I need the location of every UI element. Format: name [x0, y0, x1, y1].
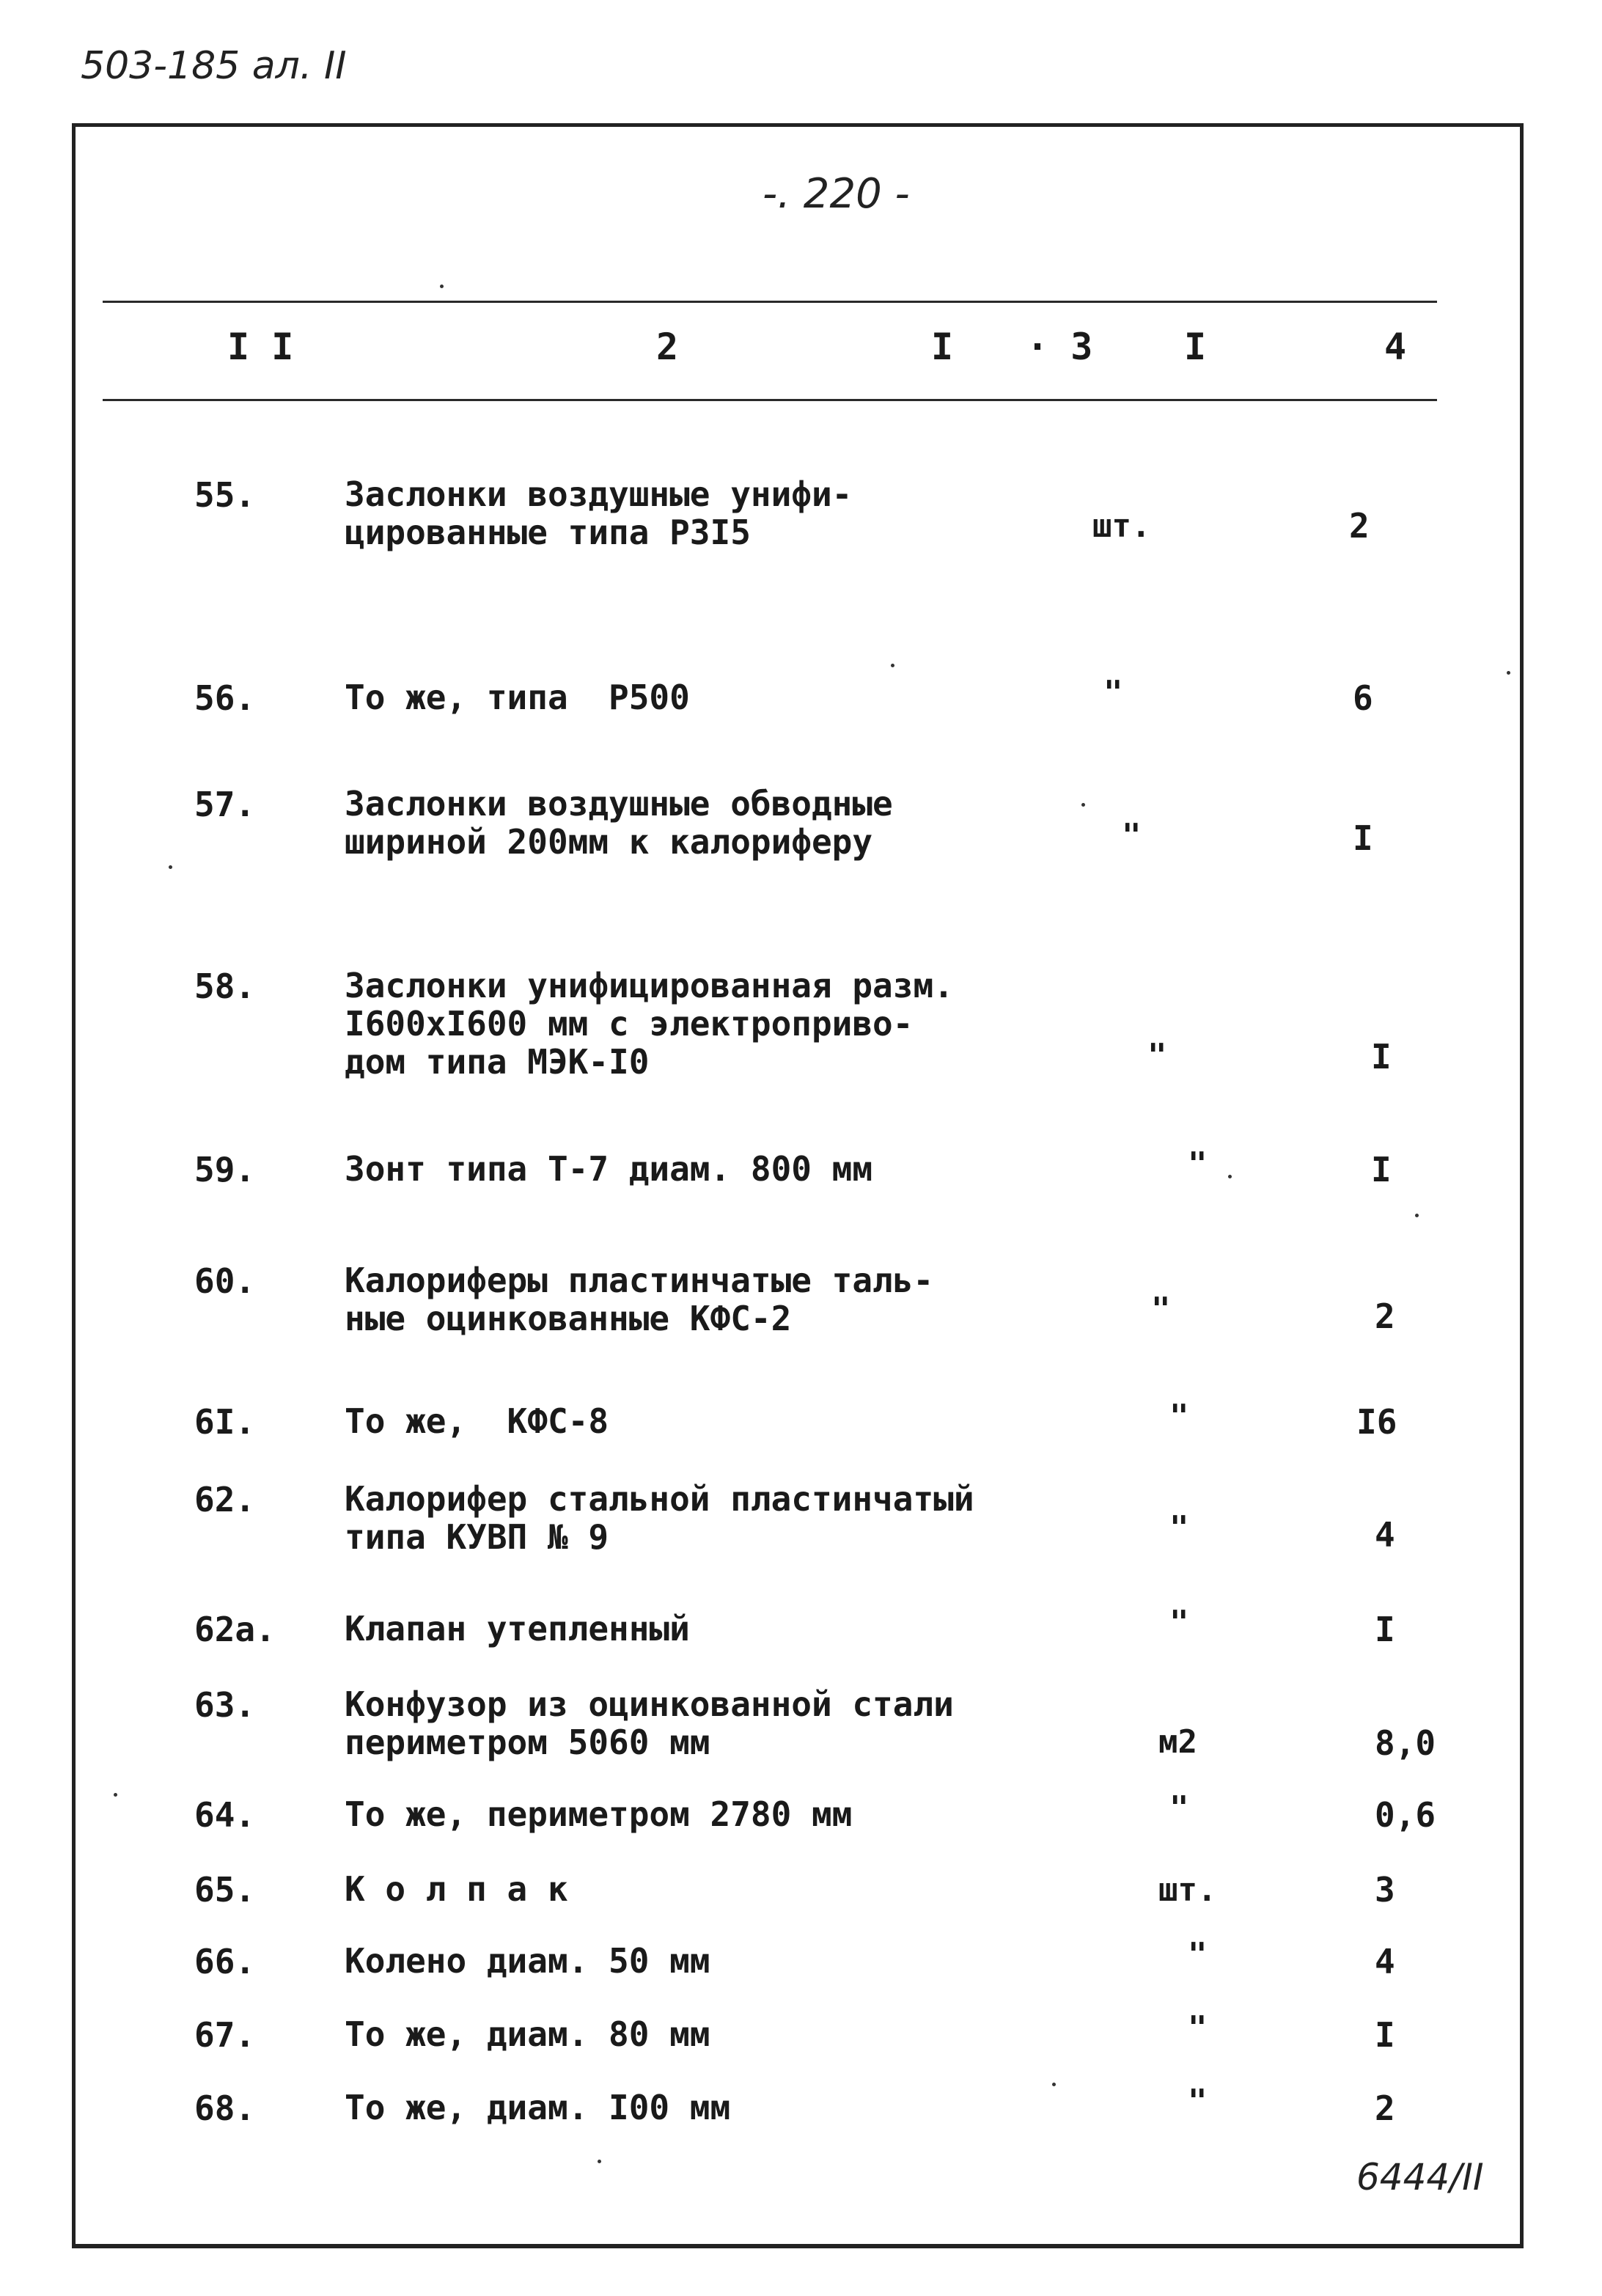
- row-name-line: дом типа МЭК-I0: [345, 1042, 650, 1082]
- row-name: [345, 1685, 954, 1761]
- page-number: -. 220 -: [763, 170, 910, 218]
- scan-speck: [169, 865, 172, 869]
- row-quantity: I6: [1356, 1402, 1397, 1442]
- scan-speck: [1415, 1214, 1419, 1217]
- row-quantity: 0,6: [1375, 1795, 1436, 1835]
- row-name: [345, 1480, 974, 1556]
- header-col-2: 2: [656, 326, 679, 368]
- row-name: [345, 1610, 690, 1648]
- row-number: 65.: [194, 1870, 256, 1910]
- row-name: [345, 2015, 710, 2053]
- row-name-line: То же, типа Р500: [345, 678, 690, 717]
- scan-speck: [891, 664, 894, 667]
- row-quantity: 6: [1353, 678, 1373, 718]
- row-number: 60.: [194, 1261, 256, 1301]
- scan-speck: [598, 2160, 601, 2163]
- row-name: [345, 1402, 609, 1440]
- row-number: 62а.: [194, 1610, 276, 1649]
- header-col-4: 4: [1384, 326, 1407, 368]
- row-name-line: типа КУВП № 9: [345, 1517, 609, 1557]
- row-name-line: То же, КФС-8: [345, 1401, 609, 1441]
- row-quantity: 4: [1375, 1515, 1395, 1555]
- row-name-line: Калориферы пластинчатые таль-: [345, 1261, 934, 1300]
- row-unit: ": [1103, 674, 1123, 711]
- row-unit: ": [1169, 1509, 1189, 1547]
- row-name: [345, 1150, 872, 1188]
- row-number: 68.: [194, 2088, 256, 2128]
- row-unit: ": [1188, 1145, 1208, 1183]
- row-name-line: Заслонки воздушные обводные: [345, 784, 893, 824]
- row-quantity: 2: [1375, 1296, 1395, 1336]
- row-quantity: 4: [1375, 1942, 1395, 1981]
- row-name-line: К о л п а к: [345, 1869, 568, 1909]
- row-name-line: I600xI600 мм с электроприво-: [345, 1004, 914, 1044]
- row-number: 56.: [194, 678, 256, 718]
- row-number: 57.: [194, 785, 256, 824]
- header-col-3: · 3: [1026, 326, 1093, 368]
- scan-speck: [114, 1793, 117, 1797]
- row-unit: ": [1188, 2009, 1208, 2047]
- scan-speck: [1507, 671, 1510, 675]
- row-name-line: ные оцинкованные КФС-2: [345, 1299, 792, 1338]
- row-name-line: То же, диам. 80 мм: [345, 2014, 710, 2054]
- row-unit: ": [1151, 1291, 1171, 1328]
- row-unit: ": [1169, 1789, 1189, 1827]
- row-quantity: I: [1375, 2015, 1395, 2055]
- row-name: [345, 1870, 568, 1908]
- row-number: 67.: [194, 2015, 256, 2055]
- row-unit: ": [1188, 1936, 1208, 1973]
- row-name-line: Заслонки воздушные унифи-: [345, 474, 853, 514]
- row-quantity: I: [1375, 1610, 1395, 1649]
- row-number: 64.: [194, 1795, 256, 1835]
- header-separator-1: I: [931, 326, 954, 368]
- row-name-line: Колено диам. 50 мм: [345, 1941, 710, 1981]
- row-name: [345, 785, 893, 861]
- header-col-1: I I: [227, 326, 294, 368]
- row-name: [345, 1942, 710, 1980]
- row-name-line: То же, периметром 2780 мм: [345, 1794, 853, 1834]
- row-number: 63.: [194, 1685, 256, 1725]
- row-name: [345, 678, 690, 716]
- row-name-line: периметром 5060 мм: [345, 1723, 710, 1762]
- row-number: 59.: [194, 1150, 256, 1189]
- row-unit: шт.: [1092, 507, 1151, 545]
- row-name-line: Заслонки унифицированная разм.: [345, 966, 954, 1005]
- row-number: 66.: [194, 1942, 256, 1981]
- archive-number: 6444/II: [1356, 2156, 1484, 2198]
- row-number: 58.: [194, 967, 256, 1006]
- row-name-line: Клапан утепленный: [345, 1609, 690, 1648]
- row-name-line: Зонт типа Т-7 диам. 800 мм: [345, 1149, 873, 1189]
- scan-speck: [1081, 803, 1085, 807]
- row-name: [345, 475, 852, 551]
- row-unit: ": [1169, 1398, 1189, 1435]
- row-name: [345, 2088, 730, 2127]
- row-name-line: Конфузор из оцинкованной стали: [345, 1684, 954, 1724]
- row-quantity: I: [1371, 1037, 1392, 1077]
- document-code: 503-185 ал. II: [81, 44, 347, 88]
- row-number: 62.: [194, 1480, 256, 1519]
- row-unit: шт.: [1158, 1871, 1217, 1909]
- row-unit: ": [1188, 2083, 1208, 2120]
- row-quantity: I: [1353, 818, 1373, 858]
- header-bottom-rule: [103, 399, 1437, 401]
- scan-speck: [1228, 1175, 1232, 1178]
- row-unit: ": [1169, 1604, 1189, 1641]
- header-separator-2: I: [1184, 326, 1207, 368]
- row-name-line: Калорифер стальной пластинчатый: [345, 1479, 974, 1519]
- row-number: 6I.: [194, 1402, 256, 1442]
- row-name-line: цированные типа РЗI5: [345, 513, 751, 552]
- row-quantity: 3: [1375, 1870, 1395, 1910]
- scan-speck: [440, 285, 444, 288]
- row-quantity: 2: [1375, 2088, 1395, 2128]
- row-name-line: То же, диам. I00 мм: [345, 2088, 731, 2127]
- row-unit: ": [1122, 817, 1142, 854]
- row-quantity: 8,0: [1375, 1723, 1436, 1763]
- scan-speck: [1052, 2083, 1056, 2086]
- row-number: 55.: [194, 475, 256, 515]
- row-name: [345, 967, 954, 1081]
- header-top-rule: [103, 301, 1437, 303]
- row-unit: ": [1147, 1037, 1167, 1074]
- row-quantity: I: [1371, 1150, 1392, 1189]
- row-name: [345, 1795, 852, 1833]
- row-quantity: 2: [1349, 506, 1370, 546]
- row-unit: м2: [1158, 1723, 1197, 1761]
- row-name-line: шириной 200мм к калориферу: [345, 822, 873, 862]
- row-name: [345, 1261, 933, 1338]
